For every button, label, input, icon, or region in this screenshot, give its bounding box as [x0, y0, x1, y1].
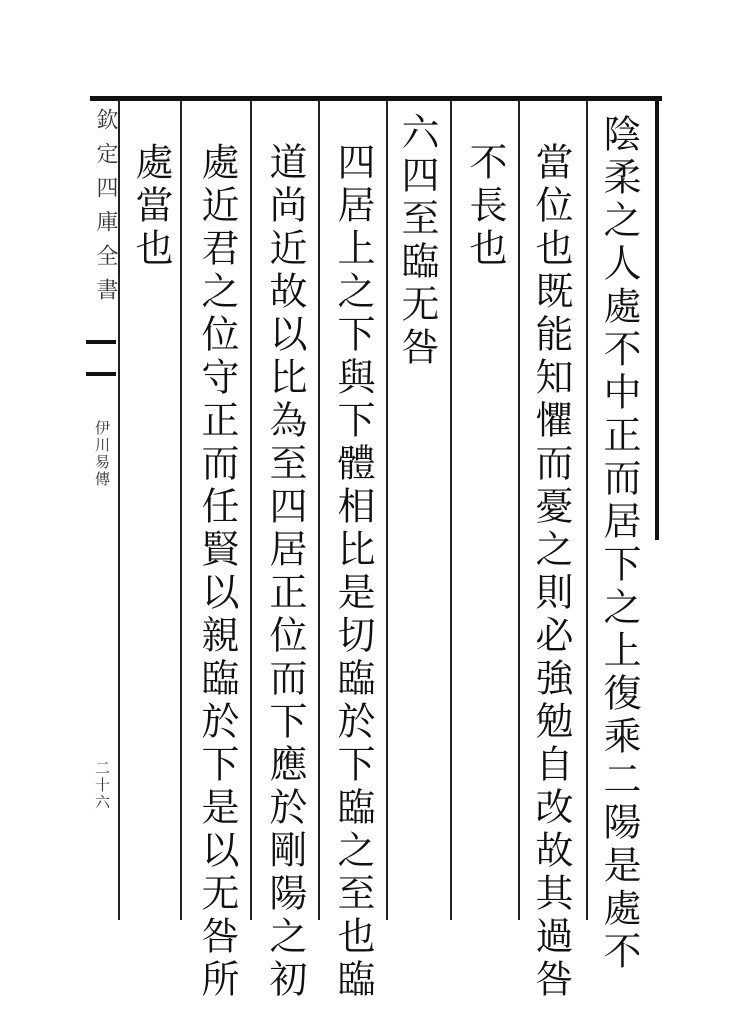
column-rule [386, 100, 388, 920]
column-rule [655, 100, 659, 540]
text-column-2: 當位也既能知懼而憂之則必強勉自改故其過咎 [529, 142, 573, 1002]
text-column-6: 道尚近故以比為至四居正位而下應於剛陽之初 [263, 142, 307, 1002]
book-title: 伊川易傳 [93, 420, 111, 488]
fish-tail-mark [86, 340, 116, 376]
column-rule [318, 100, 320, 920]
text-column-1: 陰柔之人處不中正而居下之上復乘二陽是處不 [597, 114, 641, 974]
text-column-5: 四居上之下與下體相比是切臨於下臨之至也臨 [331, 142, 375, 1002]
column-rule [180, 100, 182, 920]
text-column-4: 六四至臨无咎 [395, 112, 439, 370]
column-rule [586, 100, 588, 920]
column-rule [518, 100, 520, 920]
text-column-8: 處當也 [129, 142, 173, 271]
text-column-7: 處近君之位守正而任賢以親臨於下是以无咎所 [195, 142, 239, 1002]
page-number: 二十六 [93, 760, 111, 811]
column-rule [250, 100, 252, 920]
edition-title: 欽定四庫全書 [93, 108, 118, 312]
text-column-3: 不長也 [463, 142, 507, 271]
top-border [90, 96, 662, 101]
column-rule [450, 100, 452, 920]
